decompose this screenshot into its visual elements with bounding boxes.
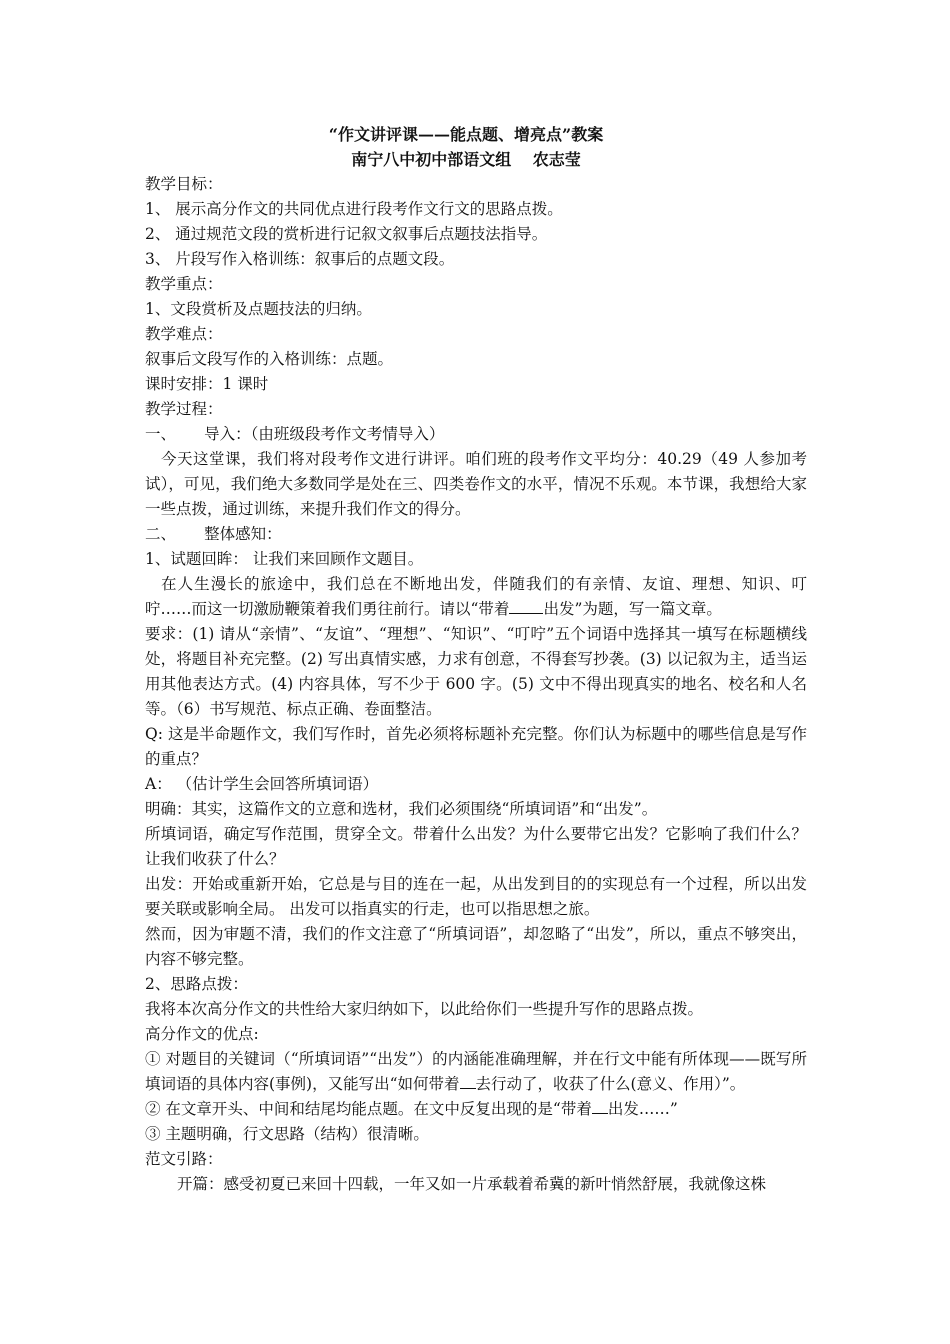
document-subtitle: 南宁八中初中部语文组 农志莹 [351, 150, 581, 169]
example-opening: 开篇：感受初夏已来回十四载，一年又如一片承载着希冀的新叶悄然舒展，我就像这株 [177, 1175, 767, 1193]
question-text: Q: 这是半命题作文，我们写作时，首先必须将标题补充完整。你们认为标题中的哪些信息是写作的重点？ [145, 725, 807, 768]
goals-heading: 教学目标： [145, 175, 223, 193]
merit1-text-2: 去行动了，收获了什么(意义、作用）”。 [475, 1075, 746, 1093]
merit2-text-1: ② 在文章开头、中间和结尾均能点题。在文中反复出现的是“带着 [145, 1100, 592, 1118]
goal-item: 1、 展示高分作文的共同优点进行段考作文行文的思路点拨。 [145, 200, 563, 218]
fill-word-text: 所填词语，确定写作范围，贯穿全文。带着什么出发？为什么要带它出发？它影响了我们什么？让我们收获了什么？ [145, 825, 807, 868]
document-body [145, 122, 807, 1197]
process-heading: 教学过程： [145, 400, 223, 418]
requirements-text: 要求：(1) 请从“亲情”、“友谊”、“理想”、“知识”、“叮咛”五个词语中选择其一填写在标题横线处，将题目补充完整。(2) 写出真情实感，力求有创意，不得套写抄袭。(3) 以记叙为主，适当运用其他表达方式。(4) 内容具体，写不少于 600 字。(5) 文中不得出现真实的地名、校名和人名等。（6）书写规范、标点正确、卷面整洁。 [145, 625, 807, 718]
merit1-blank-line [460, 1074, 476, 1089]
answer-text: A： （估计学生会回答所填词语） [145, 775, 379, 793]
goal-item: 2、 通过规范文段的赏析进行记叙文叙事后点题技法指导。 [145, 225, 548, 243]
merit2-blank-line [592, 1099, 608, 1114]
guide-paragraph: 我将本次高分作文的共性给大家归纳如下，以此给你们一些提升写作的思路点拨。 [145, 1000, 704, 1018]
clarify-text: 明确：其实，这篇作文的立意和选材，我们必须围绕“所填词语”和“出发”。 [145, 800, 658, 818]
however-text: 然而，因为审题不清，我们的作文注意了“所填词语”，却忽略了“出发”，所以，重点不够突出，内容不够完整。 [145, 925, 807, 968]
section-intro-heading: 一、 导入：（由班级段考作文考情导入） [145, 425, 445, 443]
focus-text: 1、文段赏析及点题技法的归纳。 [145, 300, 372, 318]
section-overview-heading: 二、 整体感知： [145, 525, 282, 543]
difficulty-text: 叙事后文段写作的入格训练：点题。 [145, 350, 394, 368]
prompt-text-1: 在人生漫长的旅途中，我们总在不断地出发，伴随我们的有亲情、友谊、理想、知识、叮咛……而这一切激励鞭策着我们勇往前行。请以“带着 [145, 575, 807, 618]
merit-item [145, 1047, 807, 1097]
review-heading: 1、试题回眸： 让我们来回顾作文题目。 [145, 550, 424, 568]
depart-text: 出发：开始或重新开始，它总是与目的连在一起，从出发到目的的实现总有一个过程，所以出发要关联或影响全局。 出发可以指真实的行走，也可以指思想之旅。 [145, 875, 807, 918]
guide-heading: 2、思路点拨： [145, 975, 248, 993]
merit-item [145, 1097, 807, 1122]
schedule-text: 课时安排：1 课时 [145, 375, 269, 393]
focus-heading: 教学重点： [145, 275, 223, 293]
title-blank-line [509, 599, 543, 614]
document-title: “作文讲评课——能点题、增亮点”教案 [328, 125, 604, 144]
prompt-text-2: 出发”为题，写一篇文章。 [543, 600, 722, 618]
merit2-text-2: 出发……” [607, 1100, 678, 1118]
example-heading: 范文引路： [145, 1150, 223, 1168]
difficulty-heading: 教学难点： [145, 325, 223, 343]
essay-prompt [145, 572, 807, 622]
merit-item: ③ 主题明确，行文思路（结构）很清晰。 [145, 1125, 429, 1143]
merit1-text-1: ① 对题目的关键词（“所填词语”“出发”）的内涵能准确理解，并在行文中能有所体现——既写所填词语的具体内容(事例)，又能写出“如何带着 [145, 1050, 807, 1093]
intro-paragraph: 今天这堂课，我们将对段考作文进行讲评。咱们班的段考作文平均分：40.29（49 人参加考试），可见，我们绝大多数同学是处在三、四类卷作文的水平，情况不乐观。本节课，我想给大家一些点拨，通过训练，来提升我们作文的得分。 [145, 450, 807, 518]
merits-heading: 高分作文的优点: [145, 1025, 259, 1043]
goal-item: 3、 片段写作入格训练：叙事后的点题文段。 [145, 250, 455, 268]
